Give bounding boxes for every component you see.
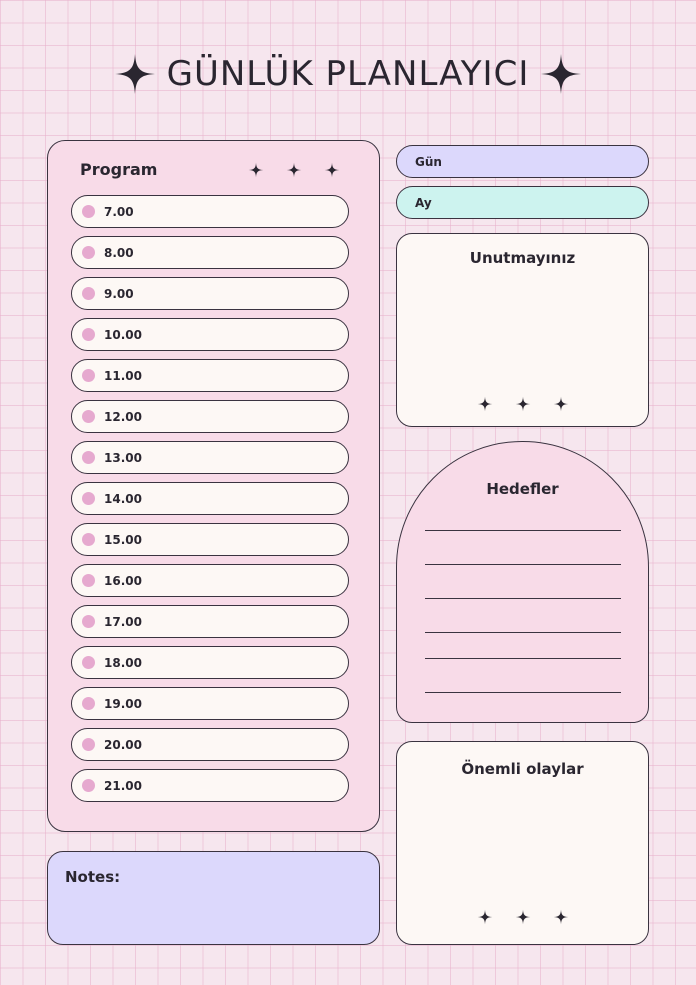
sparkle-icon xyxy=(515,396,531,412)
time-label: 15.00 xyxy=(104,532,142,547)
sparkle-icon xyxy=(477,909,493,925)
goal-line[interactable] xyxy=(425,598,621,599)
sparkle-icon xyxy=(248,162,264,178)
time-label: 11.00 xyxy=(104,368,142,383)
goal-line[interactable] xyxy=(425,692,621,693)
reminders-stars xyxy=(397,396,648,412)
goal-line[interactable] xyxy=(425,564,621,565)
time-label: 8.00 xyxy=(104,245,134,260)
events-title: Önemli olaylar xyxy=(461,760,584,778)
bullet-dot-icon xyxy=(82,328,95,341)
bullet-dot-icon xyxy=(82,410,95,423)
time-slot[interactable] xyxy=(71,359,349,392)
sparkle-icon xyxy=(477,396,493,412)
goals-title: Hedefler xyxy=(486,480,559,498)
time-label: 9.00 xyxy=(104,286,134,301)
goals-box[interactable] xyxy=(396,441,649,723)
notes-box[interactable] xyxy=(47,851,380,945)
bullet-dot-icon xyxy=(82,574,95,587)
time-slot[interactable] xyxy=(71,769,349,802)
events-box[interactable] xyxy=(396,741,649,945)
time-slot[interactable] xyxy=(71,277,349,310)
sparkle-icon xyxy=(515,909,531,925)
program-stars xyxy=(248,162,340,178)
time-label: 13.00 xyxy=(104,450,142,465)
time-slot[interactable] xyxy=(71,400,349,433)
bullet-dot-icon xyxy=(82,246,95,259)
goal-line[interactable] xyxy=(425,632,621,633)
bullet-dot-icon xyxy=(82,779,95,792)
time-slot[interactable] xyxy=(71,195,349,228)
time-slot[interactable] xyxy=(71,441,349,474)
bullet-dot-icon xyxy=(82,205,95,218)
bullet-dot-icon xyxy=(82,615,95,628)
sparkle-icon xyxy=(324,162,340,178)
time-label: 19.00 xyxy=(104,696,142,711)
time-slot[interactable] xyxy=(71,482,349,515)
goal-line[interactable] xyxy=(425,530,621,531)
time-label: 20.00 xyxy=(104,737,142,752)
time-slot[interactable] xyxy=(71,318,349,351)
page-header xyxy=(0,48,696,100)
goal-line[interactable] xyxy=(425,658,621,659)
sparkle-icon xyxy=(113,52,157,96)
sparkle-icon xyxy=(553,909,569,925)
time-slot[interactable] xyxy=(71,605,349,638)
program-title: Program xyxy=(80,160,158,179)
time-slot[interactable] xyxy=(71,236,349,269)
bullet-dot-icon xyxy=(82,656,95,669)
reminders-title: Unutmayınız xyxy=(469,249,576,267)
time-label: 18.00 xyxy=(104,655,142,670)
bullet-dot-icon xyxy=(82,369,95,382)
bullet-dot-icon xyxy=(82,738,95,751)
time-slot[interactable] xyxy=(71,564,349,597)
time-slot[interactable] xyxy=(71,646,349,679)
page-title: GÜNLÜK PLANLAYICI xyxy=(166,54,530,94)
notes-label: Notes: xyxy=(65,868,121,886)
time-slot[interactable] xyxy=(71,687,349,720)
time-slot[interactable] xyxy=(71,523,349,556)
bullet-dot-icon xyxy=(82,492,95,505)
bullet-dot-icon xyxy=(82,287,95,300)
day-field[interactable] xyxy=(396,145,649,178)
time-slot[interactable] xyxy=(71,728,349,761)
sparkle-icon xyxy=(553,396,569,412)
time-label: 12.00 xyxy=(104,409,142,424)
time-label: 7.00 xyxy=(104,204,134,219)
time-label: 16.00 xyxy=(104,573,142,588)
bullet-dot-icon xyxy=(82,697,95,710)
time-label: 10.00 xyxy=(104,327,142,342)
events-stars xyxy=(397,909,648,925)
month-field[interactable] xyxy=(396,186,649,219)
bullet-dot-icon xyxy=(82,451,95,464)
month-label: Ay xyxy=(415,195,432,210)
time-label: 21.00 xyxy=(104,778,142,793)
sparkle-icon xyxy=(286,162,302,178)
time-label: 14.00 xyxy=(104,491,142,506)
day-label: Gün xyxy=(415,154,442,169)
time-label: 17.00 xyxy=(104,614,142,629)
bullet-dot-icon xyxy=(82,533,95,546)
sparkle-icon xyxy=(539,52,583,96)
reminders-box[interactable] xyxy=(396,233,649,427)
